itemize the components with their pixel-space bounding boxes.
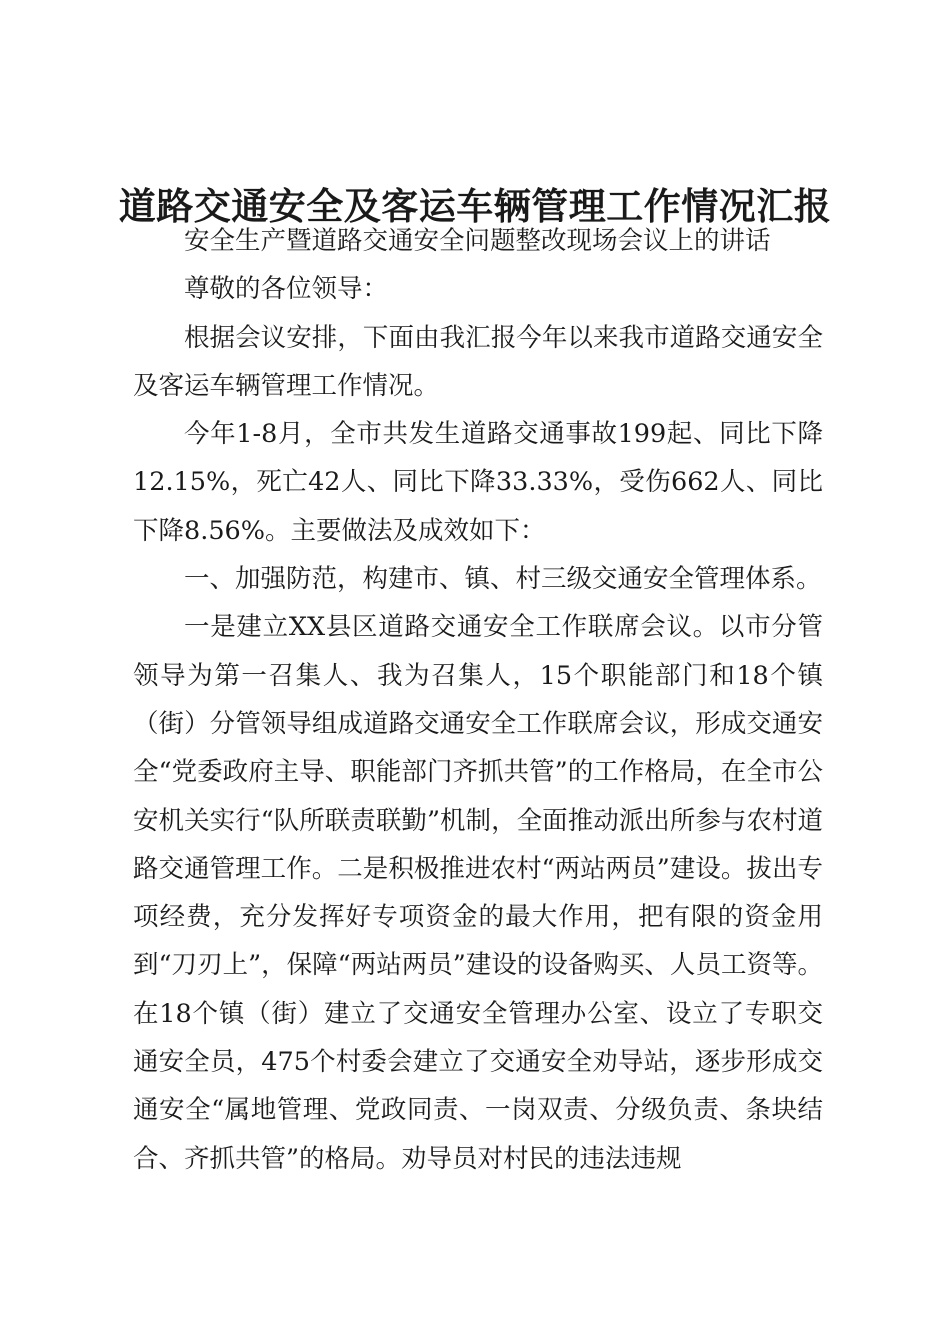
- paragraph-section-heading: 一、加强防范，构建市、镇、村三级交通安全管理体系。: [184, 564, 822, 595]
- paragraph-subtitle: 安全生产暨道路交通安全问题整改现场会议上的讲话: [184, 226, 771, 256]
- document-title: 道路交通安全及客运车辆管理工作情况汇报: [118, 183, 832, 228]
- paragraph-statistics: 今年1-8月，全市共发生道路交通事故199起、同比下降12.15%，死亡42人、同比下降33.33%，受伤662人、同比下降8.56%。主要做法及成效如下：: [133, 419, 823, 546]
- paragraph-intro: 根据会议安排，下面由我汇报今年以来我市道路交通安全及客运车辆管理工作情况。: [133, 322, 823, 401]
- paragraph-salutation: 尊敬的各位领导：: [184, 274, 389, 305]
- document-body: [133, 217, 823, 1183]
- paragraph-measures: 一是建立XX县区道路交通安全工作联席会议。以市分管领导为第一召集人、我为召集人，15个职能部门和18个镇（街）分管领导组成道路交通安全工作联席会议，形成交通安全“党委政府主导、职能部门齐抓共管”的工作格局，在全市公安机关实行“队所联责联勤”机制，全面推动派出所参与农村道路交通管理工作。二是积极推进农村“两站两员”建设。拔出专项经费，充分发挥好专项资金的最大作用，把有限的资金用到“刀刃上”，保障“两站两员”建设的设备购买、人员工资等。在18个镇（街）建立了交通安全管理办公室、设立了专职交通安全员，475个村委会建立了交通安全劝导站，逐步形成交通安全“属地管理、党政同责、一岗双责、分级负责、条块结合、齐抓共管”的格局。劝导员对村民的违法违规: [133, 612, 823, 1174]
